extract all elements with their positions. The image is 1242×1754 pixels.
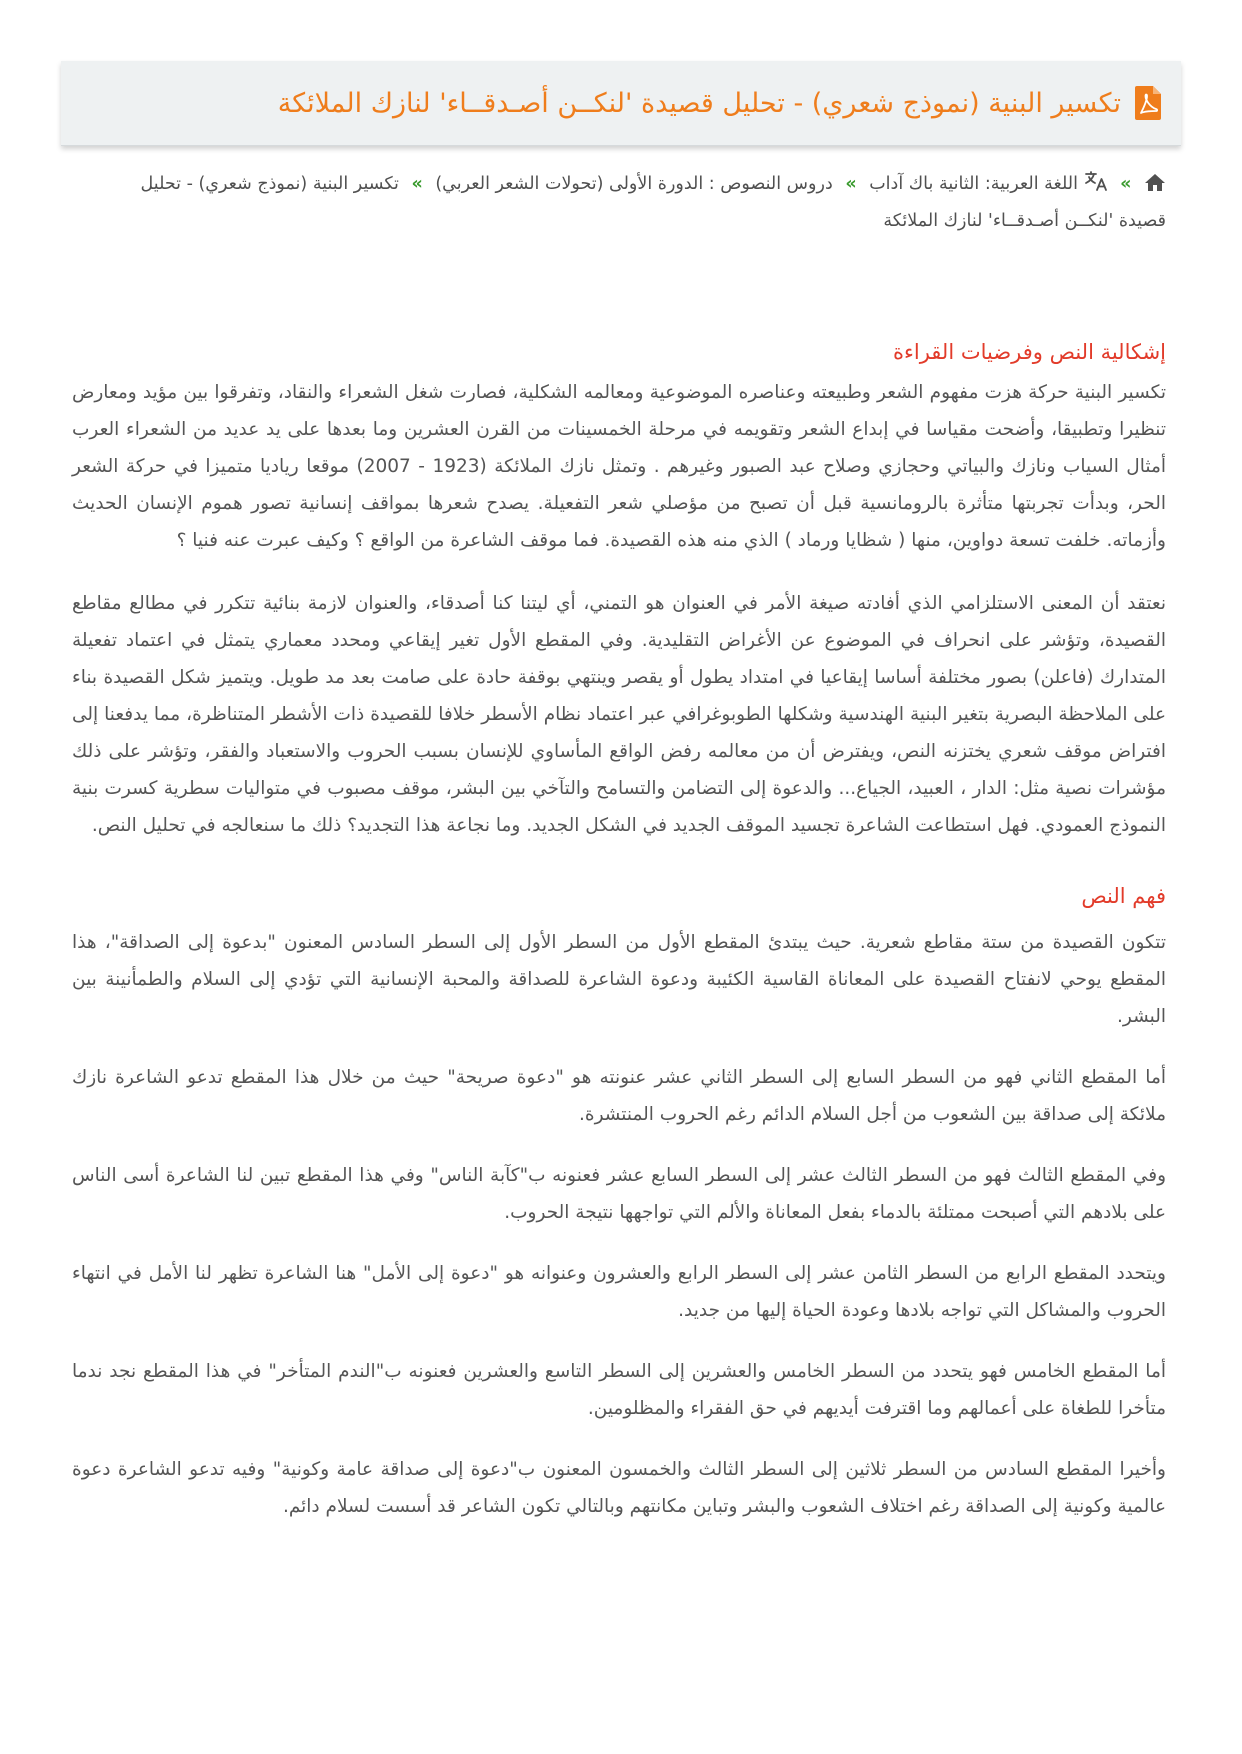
section-title-problematic: إشكالية النص وفرضيات القراءة [893,340,1166,364]
article-content [72,330,1166,1525]
breadcrumb-item-current: تكسير البنية (نموذج شعري) - تحليل قصيدة 'لنكــن أصـدقــاء' لنازك الملائكة [140,174,1166,231]
paragraph-segment-1: تتكون القصيدة من ستة مقاطع شعرية. حيث يبتدئ المقطع الأول من السطر الأول إلى السطر السادس المعنون "بدعوة إلى الصداقة"، هذا المقطع يوحي لانفتاح القصيدة على المعاناة القاسية الكئيبة ودعوة الشاعرة للصداقة والمحبة الإنسانية التي تؤدي إلى السلام والطمأنينة بين البشر. [72,932,1166,1027]
breadcrumb-separator: » [1120,174,1132,194]
page-title-bar [61,61,1181,146]
page-title: تكسير البنية (نموذج شعري) - تحليل قصيدة 'لنكــن أصـدقــاء' لنازك الملائكة [277,87,1121,119]
paragraph-segment-3: وفي المقطع الثالث فهو من السطر الثالث عشر إلى السطر السابع عشر فعنونه ب"كآبة الناس" وفي هذا المقطع تبين لنا الشاعرة أسى الناس على بلادهم التي أصبحت ممتلئة بالدماء بفعل المعاناة والألم التي تواجهها نتيجة الحروب. [72,1165,1166,1223]
paragraph-segment-4: ويتحدد المقطع الرابع من السطر الثامن عشر إلى السطر الرابع والعشرون وعنوانه هو "دعوة إلى الأمل" هنا الشاعرة تظهر لنا الأمل في انتهاء الحروب والمشاكل التي تواجه بلادها وعودة الحياة إليها من جديد. [72,1263,1166,1321]
paragraph-segment-5: أما المقطع الخامس فهو يتحدد من السطر الخامس والعشرين إلى السطر التاسع والعشرين فعنونه ب"الندم المتأخر" في هذا المقطع نجد ندما متأخرا للطغاة على أعمالهم وما اقترفت أيديهم في حق الفقراء والمظلومين. [72,1361,1166,1419]
breadcrumb [96,166,1166,240]
breadcrumb-separator: » [411,174,423,194]
paragraph-segment-2: أما المقطع الثاني فهو من السطر السابع إلى السطر الثاني عشر عنونته هو "دعوة صريحة" حيث من خلال هذا المقطع تدعو الشاعرة نازك ملائكة إلى صداقة بين الشعوب من أجل السلام الدائم رغم الحروب المنتشرة. [72,1067,1166,1125]
breadcrumb-item-subject[interactable]: اللغة العربية: الثانية باك آداب [869,174,1078,194]
pdf-file-icon[interactable] [1135,86,1161,120]
translate-icon [1084,170,1108,192]
paragraph-introduction: تكسير البنية حركة هزت مفهوم الشعر وطبيعته وعناصره الموضوعية ومعالمه الشكلية، فصارت شغل الشعراء والنقاد، وتفرقوا بين مؤيد ومعارض تنظيرا وتطبيقا، وأضحت مقياسا في إبداع الشعر وتقويمه في مرحلة الخمسينات من القرن العشرين وما بعدها على يد عديد من الشعراء العرب أمثال السياب ونازك والبياتي وحجازي وصلاح عبد الصبور وغيرهم . وتمثل نازك الملائكة (1923 - 2007) موقعا رياديا متميزا في حركة الشعر الحر، وبدأت تجربتها متأثرة بالرومانسية قبل أن تصبح من مؤصلي شعر التفعيلة. يصدح شعرها بمواقف إنسانية تصور هموم الإنسان الحديث وأزماته. خلفت تسعة دواوين، منها ( شظايا ورماد ) الذي منه هذه القصيدة. فما موقف الشاعرة من الواقع ؟ وكيف عبرت عنه فنيا ؟ [72,382,1167,551]
paragraph-hypotheses: نعتقد أن المعنى الاستلزامي الذي أفادته صيغة الأمر في العنوان هو التمني، أي ليتنا كنا أصدقاء، والعنوان لازمة بنائية تتكرر في مطالع مقاطع القصيدة، وتؤشر على انحراف في الموضوع عن الأغراض التقليدية. وفي المقطع الأول تغير إيقاعي ومحدد معماري يتمثل في اعتماد تفعيلة المتدارك (فاعلن) بصور مختلفة أساسا إيقاعيا في امتداد يطول أو يقصر وينتهي بوقفة حادة على صامت بعد مد طويل. ويتميز شكل القصيدة بناء على الملاحظة البصرية بتغير البنية الهندسية وشكلها الطوبوغرافي عبر اعتماد نظام الأسطر خلافا للقصيدة ذات الأشطر المتناظرة، مما يدفعنا إلى افتراض موقف شعري يختزنه النص، ويفترض أن من معالمه رفض الواقع المأساوي للإنسان بسبب الحروب والاستعباد والفقر، وتؤشر على ذلك مؤشرات نصية مثل: الدار ، العبيد، الجياع... والدعوة إلى التضامن والتسامح والتآخي بين البشر، موقف مصبوب في متواليات سطرية كسرت بنية النموذج العمودي. فهل استطاعت الشاعرة تجسيد الموقف الجديد في الشكل الجديد. وما نجاعة هذا التجديد؟ ذلك ما سنعالجه في تحليل النص. [72,593,1166,836]
breadcrumb-item-lessons[interactable]: دروس النصوص : الدورة الأولى (تحولات الشعر العربي) [435,174,833,194]
home-icon[interactable] [1144,173,1166,192]
paragraph-segment-6: وأخيرا المقطع السادس من السطر ثلاثين إلى السطر الثالث والخمسون المعنون ب"دعوة إلى صداقة عامة وكونية" وفيه تدعو الشاعرة دعوة عالمية وكونية إلى الصداقة رغم اختلاف الشعوب والبشر وتباين مكانتهم وبالتالي تكون الشاعر قد أسست لسلام دائم. [72,1459,1166,1517]
section-title-understanding: فهم النص [1081,884,1166,908]
breadcrumb-separator: » [845,174,857,194]
